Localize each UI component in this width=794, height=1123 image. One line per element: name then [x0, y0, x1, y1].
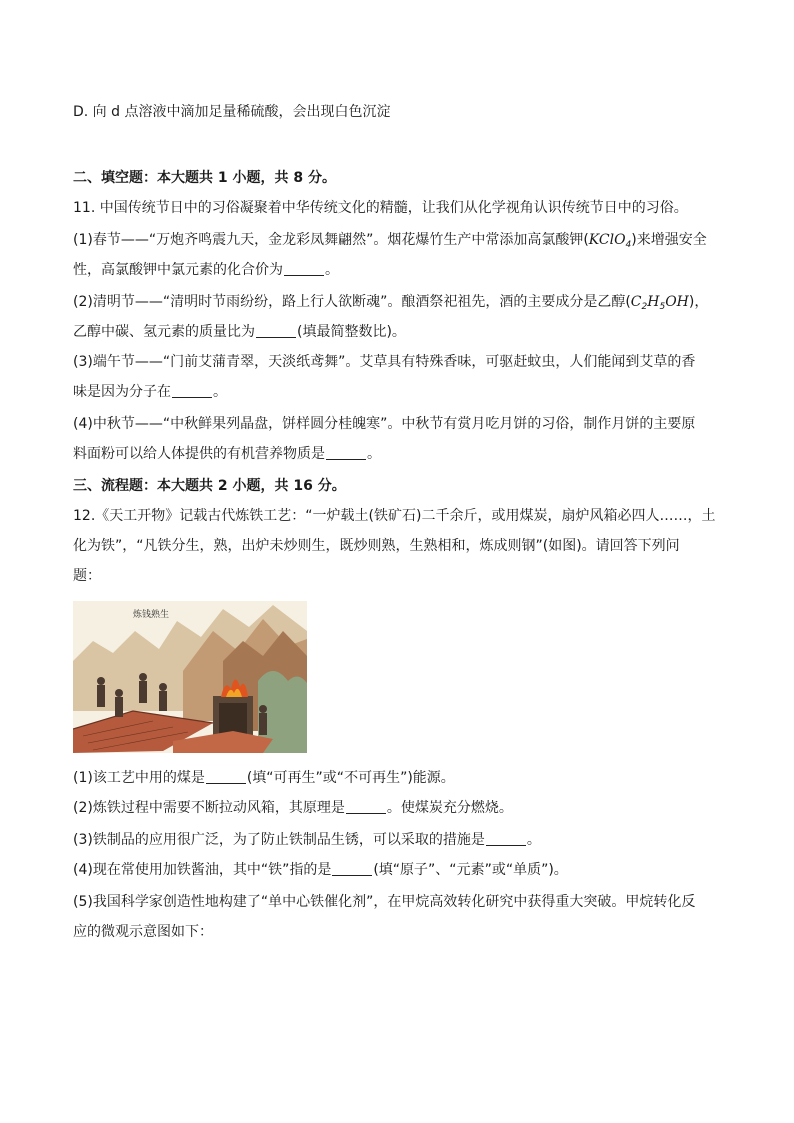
text: (填“原子”、“元素”或“单质”)。 [373, 862, 568, 878]
q12-part1 [73, 768, 455, 788]
q11-stem: 11. 中国传统节日中的习俗凝聚着中华传统文化的精髓，让我们从化学视角认识传统节日中的习俗。 [73, 200, 688, 216]
q12-part5-line1: (5)我国科学家创造性地构建了“单中心铁催化剂”，在甲烷高效转化研究中获得重大突破。甲烷转化反 [73, 894, 696, 910]
formula: H [647, 294, 660, 310]
text: 味是因为分子在 [73, 384, 171, 400]
q11-part1-line1 [73, 230, 707, 255]
section-2-heading: 二、填空题：本大题共 1 小题，共 8 分。 [73, 170, 336, 186]
text: (3)铁制品的应用很广泛，为了防止铁制品生锈，可以采取的措施是 [73, 832, 485, 848]
text: (1)该工艺中用的煤是 [73, 770, 205, 786]
iron-smelting-illustration [73, 601, 307, 753]
text: 乙醇中碳、氢元素的质量比为 [73, 324, 255, 340]
q11-part2-line1 [73, 292, 708, 317]
text: 。 [325, 262, 339, 278]
formula-sub: 2 [641, 302, 648, 312]
text: 。 [526, 832, 541, 848]
text: 。使煤炭充分燃烧。 [386, 800, 513, 816]
q12-stem-line1: 12.《天工开物》记载古代炼铁工艺：“一炉载土(铁矿石)二千余斤，或用煤炭，扇炉风箱必四人……，土 [73, 508, 716, 524]
formula: C [630, 294, 642, 310]
text: )来增强安全 [631, 232, 707, 248]
q12-part3 [73, 830, 541, 850]
text: 。 [213, 384, 227, 400]
q11-part4-line2 [73, 444, 381, 464]
q12-stem-line3: 题： [73, 568, 101, 584]
text: (填最简整数比)。 [297, 324, 406, 340]
answer-blank[interactable] [486, 831, 526, 846]
text: (1)春节——“万炮齐鸣震九天，金龙彩凤舞翩然”。烟花爆竹生产中常添加高氯酸钾( [73, 232, 589, 248]
q12-stem-line2: 化为铁”，“凡铁分生，熟，出炉未炒则生，既炒则熟，生熟相和，炼成则钢”(如图)。请回答下列问 [73, 538, 680, 554]
text: )， [688, 294, 709, 310]
text: (2)清明节——“清明时节雨纷纷，路上行人欲断魂”。酿酒祭祀祖先，酒的主要成分是乙醇( [73, 294, 631, 310]
q12-part2 [73, 798, 513, 818]
formula-sub: 5 [659, 302, 666, 312]
answer-blank[interactable] [346, 799, 386, 814]
option-d: D. 向 d 点溶液中滴加足量稀硫酸，会出现白色沉淀 [73, 104, 391, 120]
answer-blank[interactable] [256, 323, 296, 338]
text: (填“可再生”或“不可再生”)能源。 [246, 770, 455, 786]
section-3-heading: 三、流程题：本大题共 2 小题，共 16 分。 [73, 478, 346, 494]
q11-part3-line1: (3)端午节——“门前艾蒲青翠，天淡纸鸢舞”。艾草具有特殊香味，可驱赶蚊虫，人们能闻到艾草的香 [73, 354, 696, 370]
q11-part1-line2 [73, 260, 339, 280]
text: (4)现在常使用加铁酱油，其中“铁”指的是 [73, 862, 332, 878]
text: 。 [367, 446, 381, 462]
text: 性，高氯酸钾中氯元素的化合价为 [73, 262, 283, 278]
formula: KClO [588, 232, 626, 248]
q12-part4 [73, 860, 568, 880]
formula-sub: 4 [625, 240, 632, 250]
q11-part3-line2 [73, 382, 227, 402]
q12-part5-line2: 应的微观示意图如下： [73, 924, 213, 940]
text: (2)炼铁过程中需要不断拉动风箱，其原理是 [73, 800, 345, 816]
answer-blank[interactable] [284, 261, 324, 276]
text: 料面粉可以给人体提供的有机营养物质是 [73, 446, 325, 462]
answer-blank[interactable] [332, 861, 372, 876]
q11-part2-line2 [73, 322, 406, 342]
formula: OH [665, 294, 689, 310]
answer-blank[interactable] [206, 769, 246, 784]
answer-blank[interactable] [326, 445, 366, 460]
answer-blank[interactable] [172, 383, 212, 398]
q11-part4-line1: (4)中秋节——“中秋鲜果列晶盘，饼样圆分桂魄寒”。中秋节有赏月吃月饼的习俗，制作月饼的主要原 [73, 416, 696, 432]
figure-title: 炼钱熟生 [133, 610, 170, 620]
